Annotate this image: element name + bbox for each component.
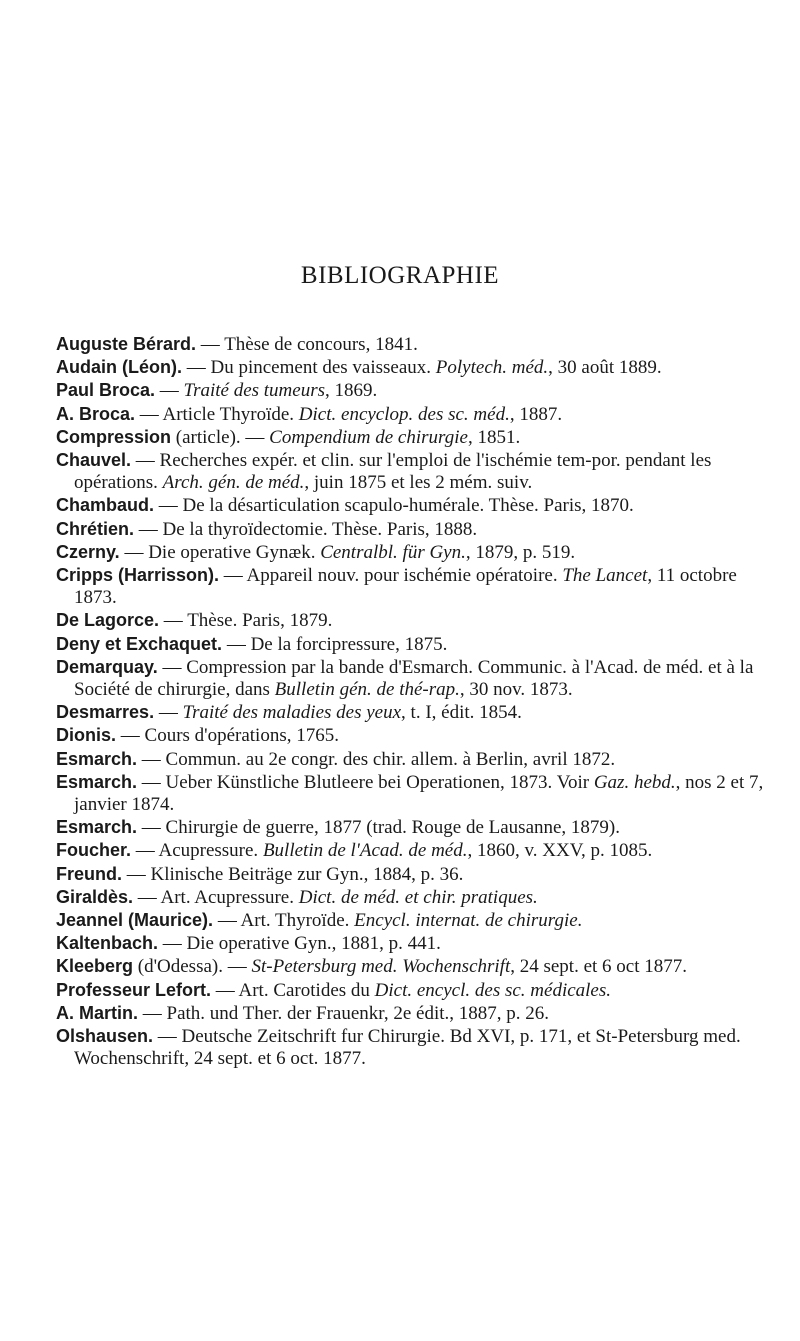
entry-text: (d'Odessa). —: [133, 956, 252, 978]
entry-text: — Article Thyroïde.: [135, 403, 299, 425]
entry-text: — Cours d'opérations, 1765.: [116, 725, 339, 747]
entry-text: , 1869.: [325, 380, 378, 402]
author-name: Paul Broca.: [56, 380, 156, 401]
entry-text: , juin 1875 et les 2 mém. suiv.: [304, 472, 533, 494]
entry-citation: Bulletin gén. de thé-rap.: [274, 679, 460, 701]
author-name: Auguste Bérard.: [56, 334, 197, 354]
bibliography-entry: [56, 909, 766, 932]
author-name: Freund.: [56, 863, 122, 884]
author-name: Compression: [56, 426, 172, 447]
entry-text: , nos 2 et 7, janvier 1874.: [74, 771, 764, 816]
entry-citation: Traité des tumeurs: [183, 380, 325, 402]
entry-text: — Chirurgie de guerre, 1877 (trad. Rouge de Lausanne, 1879).: [137, 817, 621, 839]
bibliography-entry: [56, 816, 766, 839]
entry-text: , 1887.: [509, 403, 563, 425]
entry-citation: The Lancet: [562, 565, 648, 587]
entry-text: — Compression par la bande d'Esmarch. Communic. à l'Acad. de méd. et à la Société de chirurgie, dans: [74, 656, 754, 701]
bibliography-entry: [56, 748, 766, 771]
entry-citation: Dict. de méd. et chir. pratiques.: [298, 886, 538, 908]
entry-text: — Commun. au 2e congr. des chir. allem. à Berlin, avril 1872.: [137, 748, 616, 770]
entry-citation: Polytech. méd.: [435, 357, 549, 379]
author-name: A. Broca.: [56, 403, 136, 424]
entry-text: — Path. und Ther. der Frauenkr, 2e édit., 1887, p. 26.: [138, 1002, 550, 1024]
entry-text: — Art. Thyroïde.: [213, 910, 355, 932]
entry-text: — Recherches expér. et clin. sur l'emploi de l'ischémie tem-por. pendant les opérations.: [74, 450, 712, 494]
author-name: Foucher.: [56, 840, 132, 861]
bibliography-entry: [56, 609, 766, 632]
bibliography-entry: [56, 771, 766, 816]
entry-citation: Dict. encycl. des sc. médicales.: [374, 979, 612, 1001]
entry-citation: St-Petersburg med. Wochenschrift: [251, 956, 511, 978]
bibliography-entry: [56, 564, 766, 609]
author-name: De Lagorce.: [56, 610, 160, 631]
bibliography-entry: [56, 518, 766, 541]
author-name: Jeannel (Maurice).: [56, 910, 214, 931]
entry-text: (article). —: [171, 426, 270, 448]
author-name: Czerny.: [56, 541, 120, 562]
entry-text: — Appareil nouv. pour ischémie opératoire.: [219, 565, 563, 587]
author-name: Olshausen.: [56, 1026, 154, 1047]
entry-text: —: [155, 380, 184, 402]
entry-citation: Bulletin de l'Acad. de méd.: [262, 840, 468, 862]
author-name: A. Martin.: [56, 1002, 139, 1023]
entry-text: — Thèse. Paris, 1879.: [159, 610, 333, 632]
entry-text: , 30 août 1889.: [548, 357, 662, 379]
entry-text: , 1879, p. 519.: [465, 541, 576, 563]
author-name: Chrétien.: [56, 518, 135, 539]
entry-text: — Die operative Gynæk.: [119, 541, 321, 563]
entry-citation: Traité des maladies des yeux: [182, 702, 402, 724]
bibliography-entry: [56, 724, 766, 747]
page-title: BIBLIOGRAPHIE: [300, 262, 500, 289]
entry-text: , 24 sept. et 6 oct 1877.: [510, 956, 688, 978]
entry-text: , 1851.: [467, 426, 521, 448]
author-name: Cripps (Harrisson).: [56, 565, 220, 586]
author-name: Deny et Exchaquet.: [56, 633, 223, 654]
bibliography-entry: [56, 1025, 766, 1070]
bibliography-list: [56, 333, 766, 1071]
author-name: Esmarch.: [56, 817, 138, 838]
entry-text: , 30 nov. 1873.: [459, 679, 573, 701]
bibliography-entry: [56, 633, 766, 656]
entry-citation: Encycl. internat. de chirurgie.: [354, 910, 583, 932]
bibliography-entry: [56, 839, 766, 862]
bibliography-entry: [56, 701, 766, 724]
entry-text: , 11 octobre 1873.: [74, 565, 737, 609]
bibliography-entry: [56, 656, 766, 701]
bibliography-entry: [56, 541, 766, 564]
bibliography-entry: [56, 886, 766, 909]
bibliography-entry: [56, 932, 766, 955]
entry-text: — De la forcipressure, 1875.: [222, 633, 448, 655]
bibliography-entry: [56, 426, 766, 449]
entry-text: — Du pincement des vaisseaux.: [181, 357, 436, 379]
bibliography-entry: [56, 333, 766, 356]
entry-text: — Die operative Gyn., 1881, p. 441.: [158, 933, 441, 955]
bibliography-entry: [56, 494, 766, 517]
bibliography-entry: [56, 979, 766, 1002]
author-name: Audain (Léon).: [56, 357, 182, 378]
entry-text: — De la désarticulation scapulo-humérale. Thèse. Paris, 1870.: [154, 495, 634, 517]
bibliography-entry: [56, 955, 766, 978]
author-name: Dionis.: [56, 725, 117, 746]
author-name: Desmarres.: [56, 702, 155, 723]
entry-text: —: [154, 702, 183, 724]
bibliography-entry: [56, 863, 766, 886]
author-name: Kleeberg: [56, 956, 134, 977]
entry-text: — De la thyroïdectomie. Thèse. Paris, 1888.: [134, 518, 478, 540]
entry-text: — Thèse de concours, 1841.: [196, 334, 418, 355]
entry-citation: Compendium de chirurgie: [269, 426, 468, 448]
entry-text: — Klinische Beiträge zur Gyn., 1884, p. 36.: [122, 863, 464, 885]
entry-citation: Centralbl. für Gyn.: [320, 541, 466, 563]
entry-text: , t. I, édit. 1854.: [401, 702, 522, 724]
author-name: Demarquay.: [56, 656, 158, 677]
entry-text: — Ueber Künstliche Blutleere bei Operationen, 1873. Voir: [137, 771, 594, 793]
entry-text: , 1860, v. XXV, p. 1085.: [467, 840, 653, 862]
author-name: Chauvel.: [56, 450, 132, 471]
author-name: Chambaud.: [56, 495, 155, 516]
bibliography-entry: [56, 449, 766, 494]
entry-text: — Deutsche Zeitschrift fur Chirurgie. Bd XVI, p. 171, et St-Petersburg med. Wochenschrift, 24 sept. et 6 oct. 1877.: [74, 1026, 741, 1070]
bibliography-entry: [56, 356, 766, 379]
author-name: Esmarch.: [56, 748, 138, 769]
author-name: Giraldès.: [56, 886, 134, 907]
bibliography-entry: [56, 1002, 766, 1025]
author-name: Professeur Lefort.: [56, 979, 212, 1000]
author-name: Kaltenbach.: [56, 933, 159, 954]
entry-text: — Art. Acupressure.: [133, 886, 299, 908]
bibliography-entry: [56, 403, 766, 426]
entry-citation: Gaz. hebd.: [593, 771, 676, 793]
entry-citation: Arch. gén. de méd.: [162, 472, 305, 494]
author-name: Esmarch.: [56, 771, 138, 792]
entry-citation: Dict. encyclop. des sc. méd.: [298, 403, 510, 425]
entry-text: — Art. Carotides du: [211, 979, 375, 1001]
bibliography-entry: [56, 379, 766, 402]
entry-text: — Acupressure.: [131, 840, 263, 862]
